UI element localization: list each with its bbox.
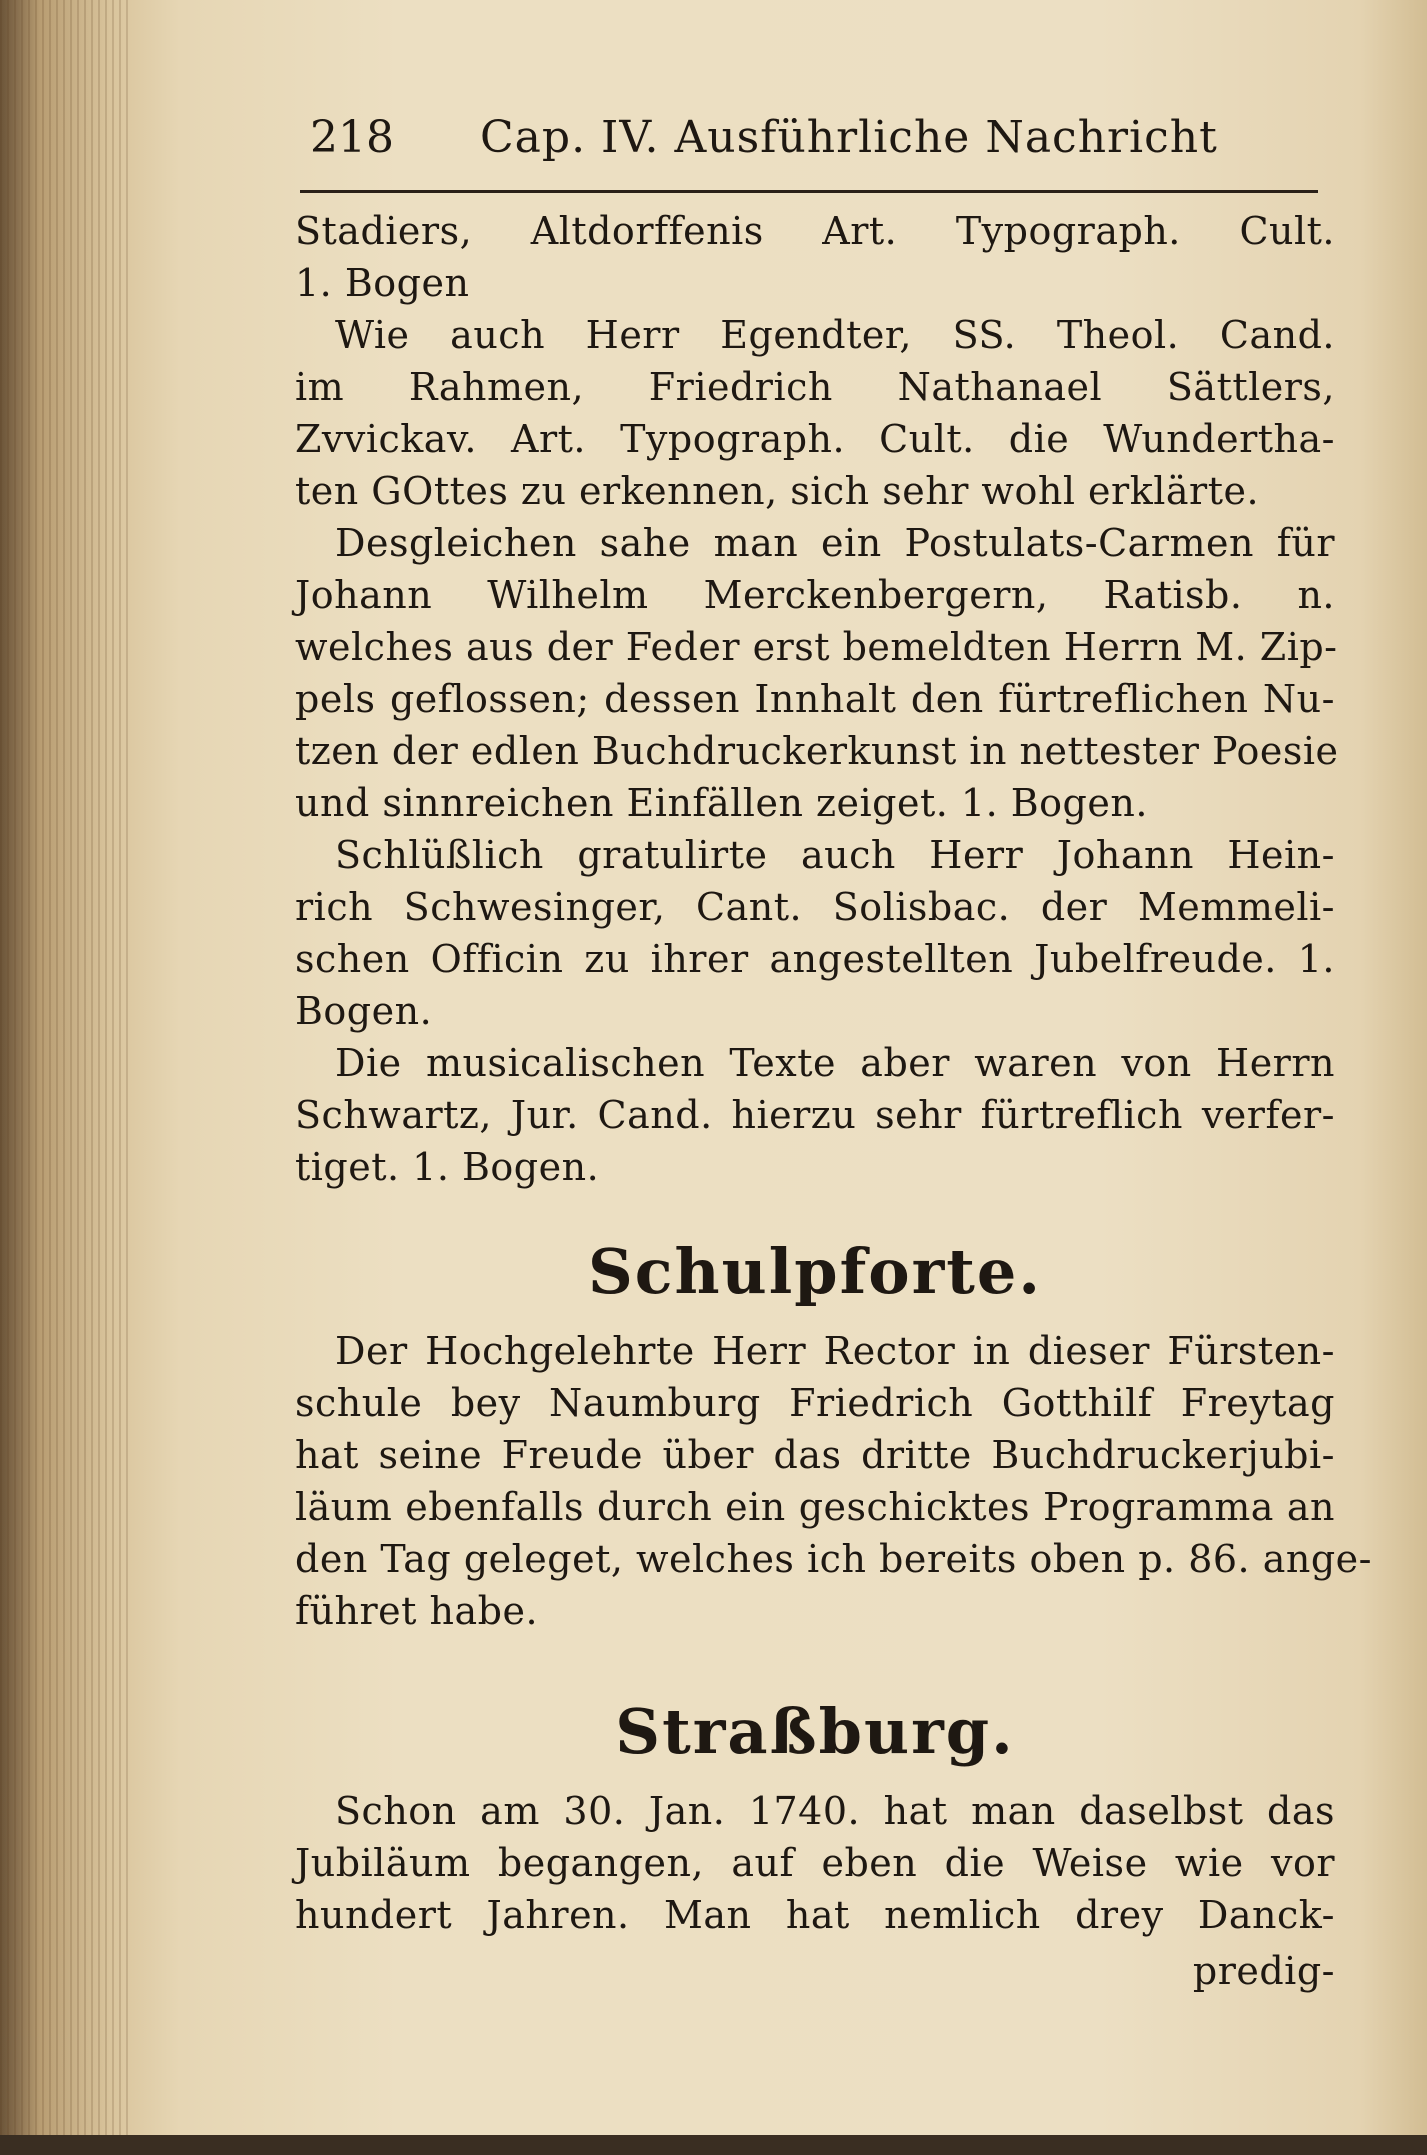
text-line: Schwartz, Jur. Cand. hierzu sehr fürtreflich verfer- xyxy=(295,1093,1335,1137)
section-heading-strassburg: Straßburg. xyxy=(615,1695,1015,1768)
running-title: Cap. IV. Ausführliche Nachricht xyxy=(480,112,1218,163)
section-heading-schulpforte: Schulpforte. xyxy=(588,1235,1042,1308)
text-line: Schon am 30. Jan. 1740. hat man daselbst das xyxy=(335,1789,1335,1833)
text-line: Die musicalischen Texte aber waren von Herrn xyxy=(335,1041,1335,1085)
text-line: Der Hochgelehrte Herr Rector in dieser Fürsten- xyxy=(335,1329,1335,1373)
text-line: welches aus der Feder erst bemeldten Herrn M. Zip- xyxy=(295,625,1338,669)
text-line: hundert Jahren. Man hat nemlich drey Danck- xyxy=(295,1893,1335,1937)
text-line: Zvvickav. Art. Typograph. Cult. die Wundertha- xyxy=(295,417,1335,461)
running-header xyxy=(300,112,1320,172)
text-line: läum ebenfalls durch ein geschicktes Programma an xyxy=(295,1485,1335,1529)
text-line: Jubiläum begangen, auf eben die Weise wie vor xyxy=(295,1841,1335,1885)
text-line: tiget. 1. Bogen. xyxy=(295,1145,600,1189)
text-line: schule bey Naumburg Friedrich Gotthilf Freytag xyxy=(295,1381,1335,1425)
text-line: im Rahmen, Friedrich Nathanael Sättlers, xyxy=(295,365,1335,409)
text-line: rich Schwesinger, Cant. Solisbac. der Memmeli- xyxy=(295,885,1335,929)
text-line: ten GOttes zu erkennen, sich sehr wohl erklärte. xyxy=(295,469,1260,513)
text-line: Desgleichen sahe man ein Postulats-Carmen für xyxy=(335,521,1335,565)
text-line: hat seine Freude über das dritte Buchdruckerjubi- xyxy=(295,1433,1335,1477)
text-line: führet habe. xyxy=(295,1589,539,1633)
text-line: 1. Bogen xyxy=(295,261,470,305)
text-line: Stadiers, Altdorffenis Art. Typograph. Cult. xyxy=(295,209,1335,253)
text-line: Bogen. xyxy=(295,989,433,1033)
text-line: den Tag geleget, welches ich bereits oben p. 86. ange- xyxy=(295,1537,1372,1581)
text-line: tzen der edlen Buchdruckerkunst in nettester Poesie xyxy=(295,729,1339,773)
text-line: schen Officin zu ihrer angestellten Jubelfreude. 1. xyxy=(295,937,1335,981)
text-line: Schlüßlich gratulirte auch Herr Johann Hein- xyxy=(335,833,1335,877)
page-body xyxy=(295,205,1372,2155)
text-line: und sinnreichen Einfällen zeiget. 1. Bogen. xyxy=(295,781,1148,825)
page-edge-shadow xyxy=(0,0,130,2135)
page-number: 218 xyxy=(310,112,394,163)
text-line: pels geflossen; dessen Innhalt den fürtreflichen Nu- xyxy=(295,677,1335,721)
text-line: Johann Wilhelm Merckenbergern, Ratisb. n. xyxy=(295,573,1335,617)
catchword: predig- xyxy=(1192,1949,1335,1993)
text-line: Wie auch Herr Egendter, SS. Theol. Cand. xyxy=(335,313,1335,357)
header-rule xyxy=(300,190,1318,193)
